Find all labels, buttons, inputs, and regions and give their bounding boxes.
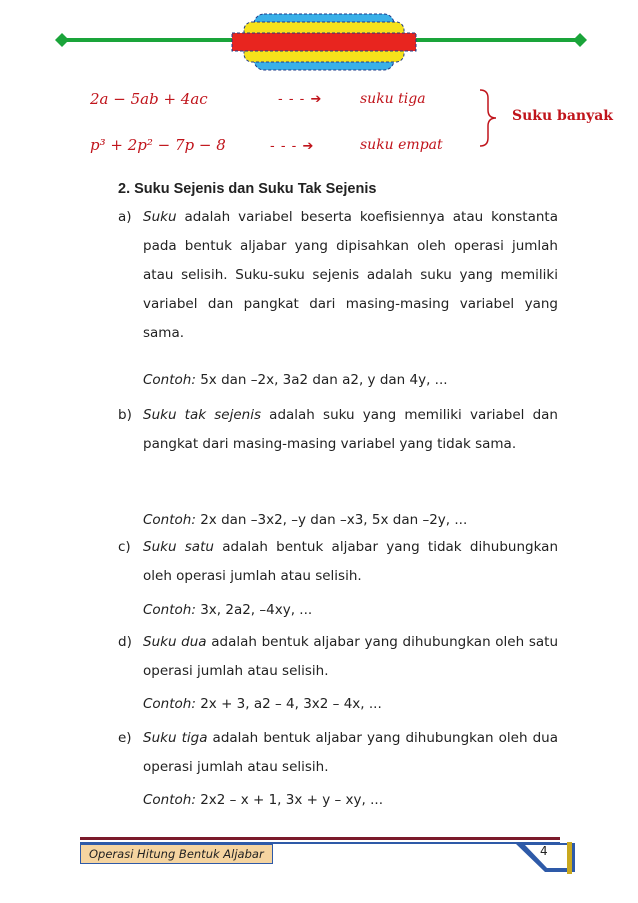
expression-1: 2𝑎 − 5𝑎𝑏 + 4𝑎𝑐 — [90, 90, 208, 108]
list-item-e — [118, 724, 558, 782]
footer-title: Operasi Hitung Bentuk Aljabar — [80, 844, 273, 864]
arrow-1: - - - ➔ — [278, 92, 323, 107]
contoh-c — [143, 602, 312, 618]
item-letter: a) — [118, 209, 132, 225]
contoh-a — [143, 372, 448, 388]
contoh-text: 5x dan –2x, 3a2 dan a2, y dan 4y, ... — [195, 372, 448, 388]
list-item-c — [118, 533, 558, 591]
item-text: adalah bentuk aljabar yang tidak dihubungkan oleh operasi jumlah atau selisih. — [143, 539, 558, 584]
contoh-label: Contoh: — [143, 602, 196, 618]
curly-brace-icon — [478, 88, 500, 148]
contoh-d — [143, 696, 382, 712]
contoh-label: Contoh: — [143, 696, 196, 712]
item-letter: c) — [118, 539, 131, 555]
item-term: Suku tak sejenis — [143, 407, 261, 423]
contoh-b — [143, 512, 467, 528]
item-letter: e) — [118, 730, 132, 746]
item-letter: d) — [118, 634, 132, 650]
item-letter: b) — [118, 407, 132, 423]
suku-name-1: suku tiga — [360, 91, 426, 107]
item-text: adalah suku yang memiliki variabel dan pangkat dari masing-masing variabel yang tidak sama. — [143, 407, 558, 452]
list-item-a — [118, 203, 558, 348]
contoh-text: 2x dan –3x2, –y dan –x3, 5x dan –2y, ... — [195, 512, 468, 528]
header-decoration — [0, 0, 638, 85]
suku-banyak-label: Suku banyak — [512, 108, 613, 124]
contoh-label: Contoh: — [143, 512, 196, 528]
expression-2: 𝑝³ + 2𝑝² − 7𝑝 − 8 — [90, 136, 226, 154]
contoh-e — [143, 792, 383, 808]
contoh-text: 2x2 – x + 1, 3x + y – xy, ... — [195, 792, 383, 808]
arrow-2: - - - ➔ — [270, 139, 315, 154]
contoh-label: Contoh: — [143, 372, 196, 388]
item-term: Suku tiga — [143, 730, 208, 746]
footer-rule-maroon — [80, 837, 560, 840]
list-item-b — [118, 401, 558, 459]
list-item-d — [118, 628, 558, 686]
item-text: adalah variabel beserta koefisiennya atau konstanta pada bentuk aljabar yang dipisahkan oleh operasi jumlah atau selisih. Suku-suku sejenis adalah suku yang memiliki variabel dan pangkat dari masing-masing variabel yang sama. — [143, 209, 558, 341]
item-term: Suku — [143, 209, 177, 225]
contoh-label: Contoh: — [143, 792, 196, 808]
contoh-text: 2x + 3, a2 – 4, 3x2 – 4x, ... — [195, 696, 382, 712]
right-diamond-icon — [573, 33, 587, 47]
left-diamond-icon — [55, 33, 69, 47]
contoh-text: 3x, 2a2, –4xy, ... — [195, 602, 313, 618]
item-term: Suku satu — [143, 539, 214, 555]
item-term: Suku dua — [143, 634, 207, 650]
page-number: 4 — [540, 844, 548, 858]
suku-name-2: suku empat — [360, 137, 443, 153]
section-heading: 2. Suku Sejenis dan Suku Tak Sejenis — [118, 181, 377, 197]
item-text: adalah bentuk aljabar yang dihubungkan oleh satu operasi jumlah atau selisih. — [143, 634, 558, 679]
item-text: adalah bentuk aljabar yang dihubungkan oleh dua operasi jumlah atau selisih. — [143, 730, 558, 775]
